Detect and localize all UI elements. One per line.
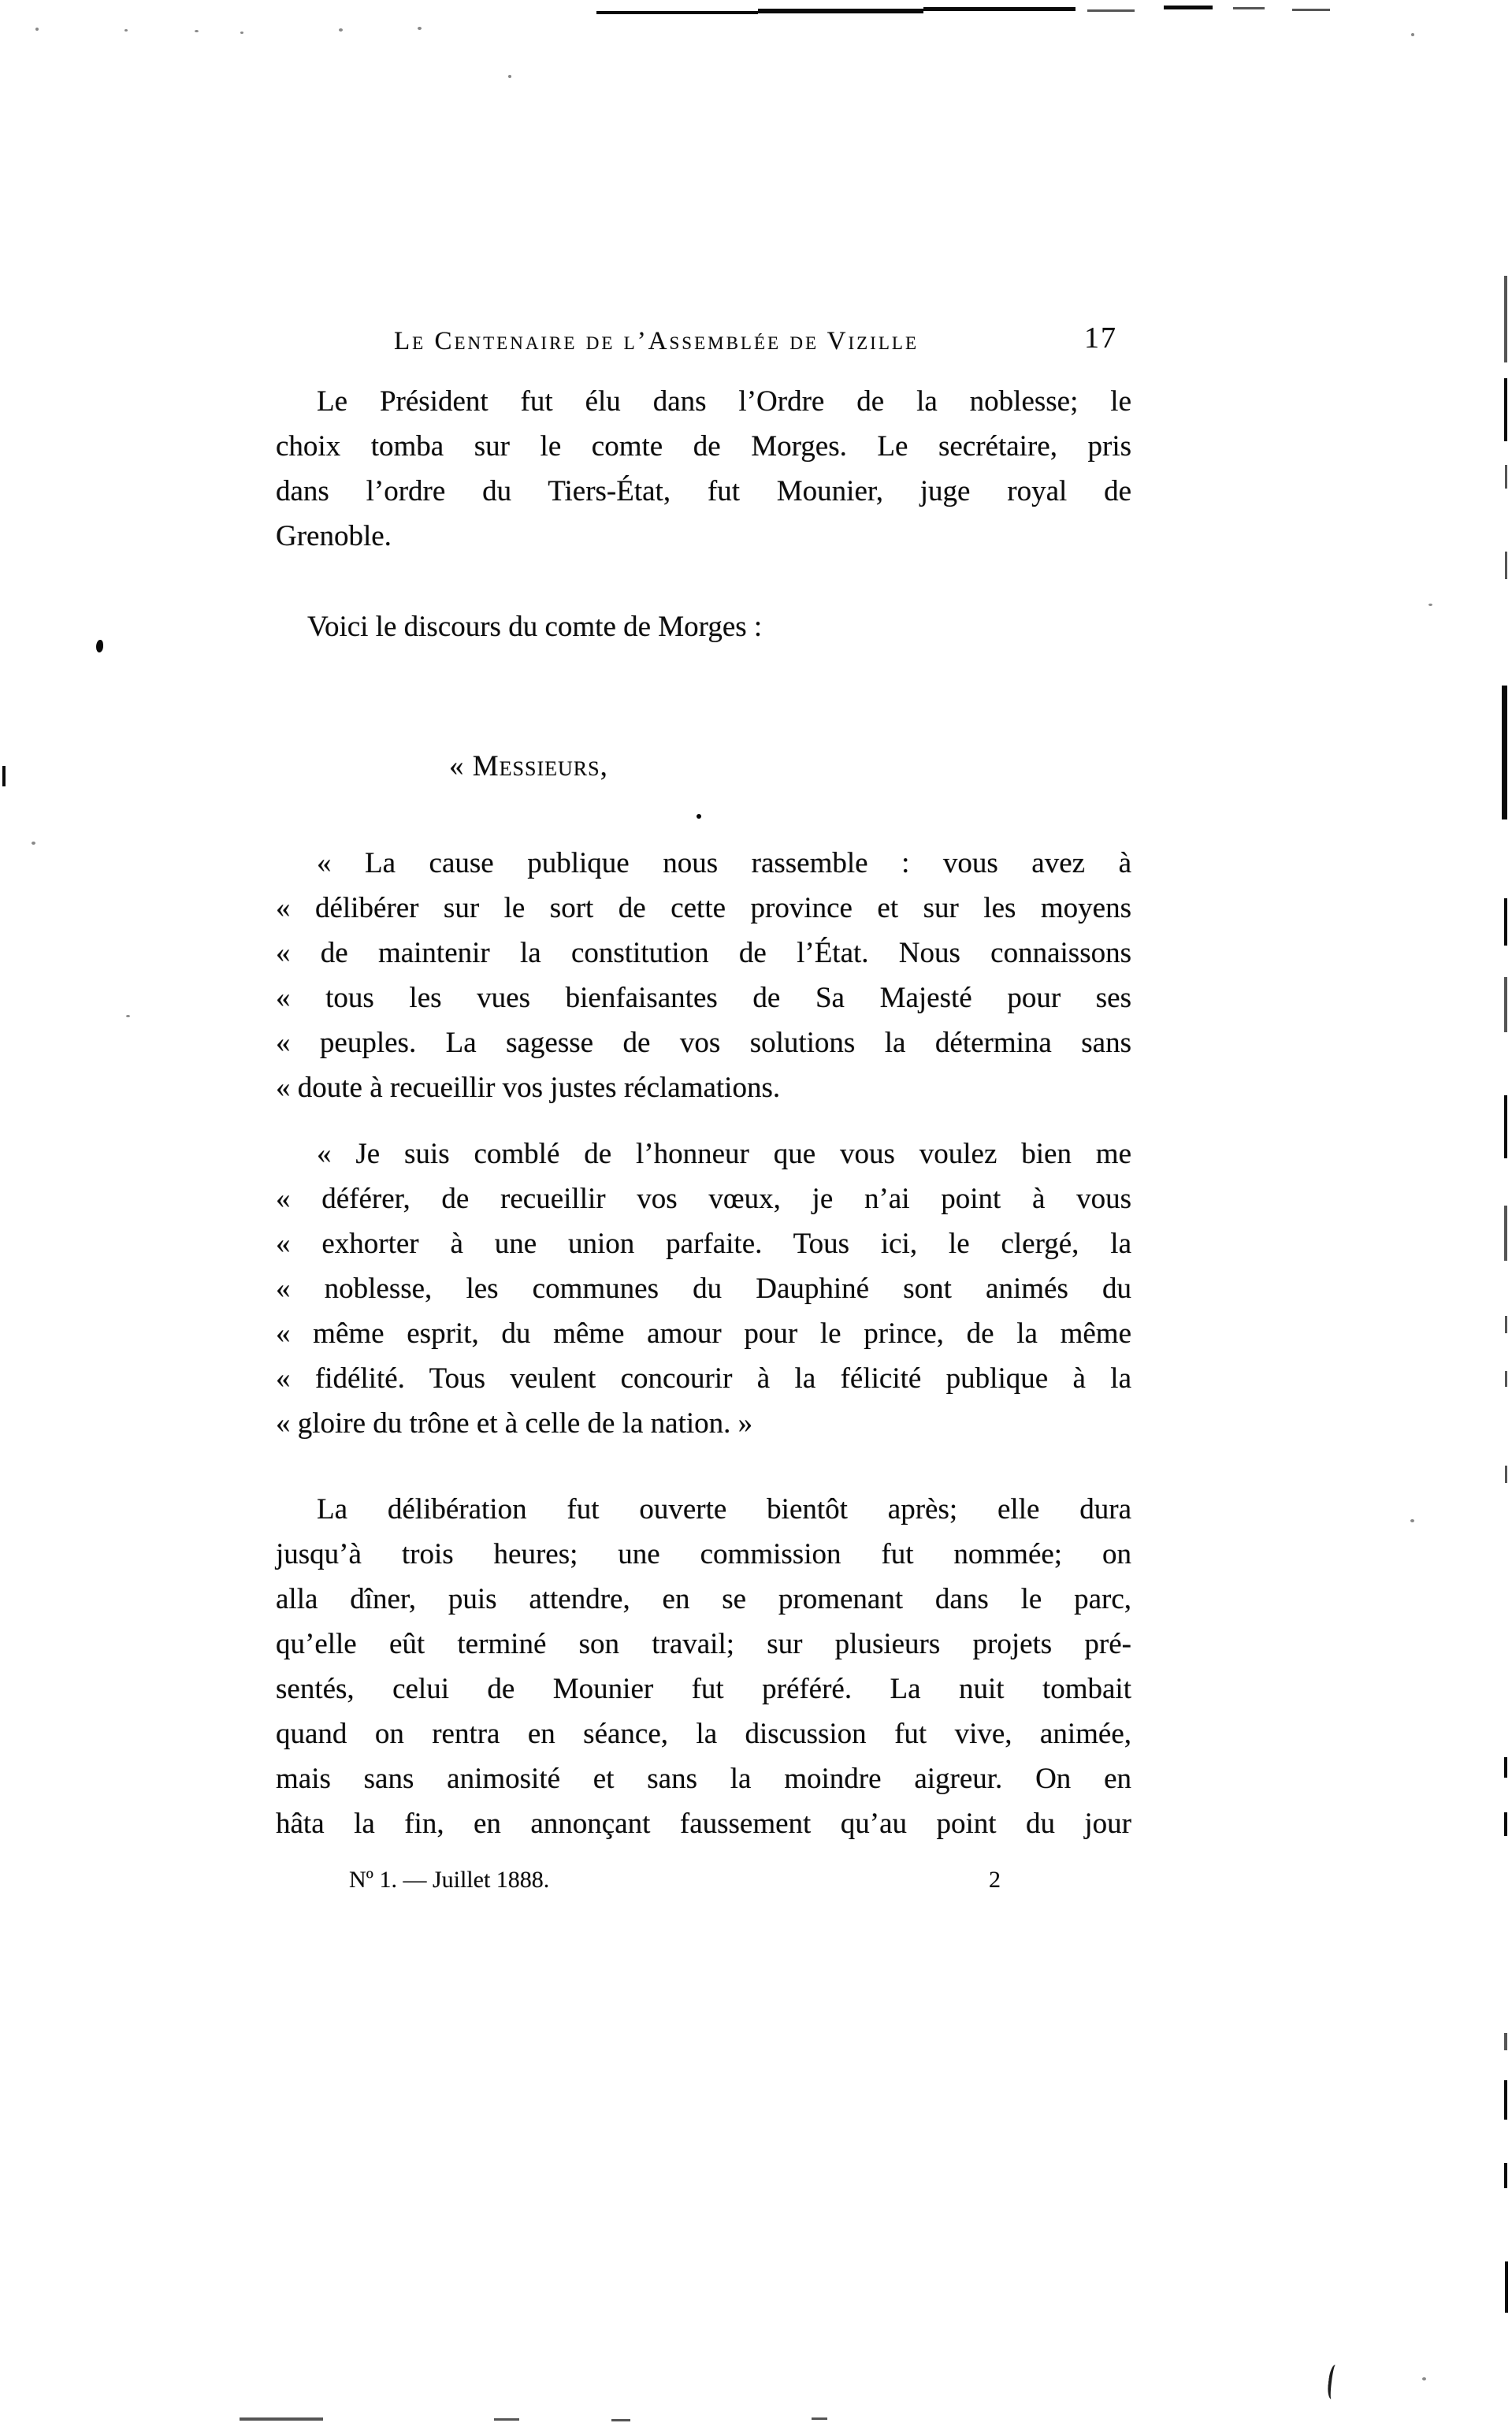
scan-edge-line	[596, 11, 758, 14]
scan-edge-line	[1504, 1095, 1507, 1158]
scan-edge-line	[1502, 686, 1507, 819]
page-footer	[276, 1866, 1131, 1897]
text-line: « noblesse, les communes du Dauphiné sont animés du	[276, 1273, 1131, 1305]
text-line: jusqu’à trois heures; une commission fut nommée; on	[276, 1538, 1131, 1570]
signature-mark: 2	[989, 1867, 1001, 1893]
scan-edge-line	[1504, 378, 1507, 441]
scan-speck	[195, 30, 199, 32]
text-line: qu’elle eût terminé son travail; sur plusieurs projets pré-	[276, 1628, 1131, 1660]
scan-edge-line	[240, 2417, 323, 2421]
salutation-block	[276, 744, 1131, 789]
paragraph-president	[276, 379, 1131, 559]
page-header	[276, 321, 1131, 362]
intro-line: Voici le discours du comte de Morges :	[307, 611, 763, 643]
running-title: Le Centenaire de l’Assemblée de Vizille	[393, 327, 919, 355]
scan-speck	[508, 75, 511, 78]
text-line: « gloire du trône et à celle de la nation. »	[276, 1407, 753, 1440]
scan-edge-line	[1504, 2080, 1507, 2120]
scan-edge-line	[1505, 1466, 1507, 1483]
scan-edge-line	[1504, 2163, 1507, 2188]
scan-edge-line	[758, 9, 923, 13]
speech-quote-1	[276, 841, 1131, 1110]
salutation-line: « Messieurs,	[449, 750, 608, 782]
intro-line-block	[276, 604, 1131, 649]
scan-speck	[124, 29, 128, 32]
scan-speck	[339, 28, 343, 32]
text-line: alla dîner, puis attendre, en se promenant dans le parc,	[276, 1583, 1131, 1615]
scan-speck	[2, 766, 6, 786]
scan-edge-line	[611, 2419, 630, 2421]
scan-edge-line	[1504, 276, 1507, 362]
page-number: 17	[1084, 321, 1117, 355]
scan-speck	[35, 28, 39, 31]
text-line: Le Président fut élu dans l’Ordre de la noblesse; le	[317, 385, 1131, 418]
scan-edge-line	[812, 2417, 827, 2420]
scan-edge-line	[1504, 1757, 1507, 1778]
speech-quote-2	[276, 1132, 1131, 1446]
scan-edge-line	[1505, 1371, 1507, 1387]
scan-edge-line	[1505, 1316, 1507, 1333]
text-line: « La cause publique nous rassemble : vous avez à	[317, 847, 1131, 879]
text-line: « doute à recueillir vos justes réclamations.	[276, 1072, 781, 1104]
scan-edge-line	[1504, 2033, 1507, 2050]
text-line: mais sans animosité et sans la moindre aigreur. On en	[276, 1763, 1131, 1795]
scan-edge-line	[1504, 977, 1507, 1032]
scan-speck	[240, 32, 243, 34]
text-line: hâta la fin, en annonçant faussement qu’au point du jour	[276, 1808, 1131, 1840]
scan-speck	[1411, 33, 1414, 36]
text-line: « peuples. La sagesse de vos solutions la détermina sans	[276, 1027, 1131, 1059]
scan-speck	[96, 640, 103, 652]
text-line: « déférer, de recueillir vos vœux, je n’ai point à vous	[276, 1183, 1131, 1215]
text-line: « exhorter à une union parfaite. Tous ici, le clergé, la	[276, 1228, 1131, 1260]
scan-edge-line	[1087, 9, 1135, 12]
text-line: « fidélité. Tous veulent concourir à la félicité publique à la	[276, 1362, 1131, 1395]
scan-edge-line	[1505, 465, 1507, 489]
text-line: Grenoble.	[276, 520, 392, 552]
text-line: « Je suis comblé de l’honneur que vous voulez bien me	[317, 1138, 1131, 1170]
text-line: quand on rentra en séance, la discussion fut vive, animée,	[276, 1718, 1131, 1750]
text-line: La délibération fut ouverte bientôt après; elle dura	[317, 1493, 1131, 1526]
text-line: sentés, celui de Mounier fut préféré. La nuit tombait	[276, 1673, 1131, 1705]
scan-speck	[126, 1015, 130, 1017]
scan-speck	[418, 27, 422, 30]
scan-speck	[1410, 1519, 1414, 1522]
issue-label: Nº 1. — Juillet 1888.	[349, 1867, 550, 1893]
scan-edge-line	[1504, 898, 1507, 946]
text-line: dans l’ordre du Tiers-État, fut Mounier, juge royal de	[276, 475, 1131, 507]
text-line: « tous les vues bienfaisantes de Sa Majesté pour ses	[276, 982, 1131, 1014]
scan-speck	[1422, 2377, 1426, 2380]
scan-edge-line	[1233, 7, 1265, 9]
scan-edge-line	[494, 2418, 519, 2421]
text-line: « délibérer sur le sort de cette province et sur les moyens	[276, 892, 1131, 924]
paragraph-deliberation	[276, 1487, 1131, 1846]
scan-edge-line	[1504, 1206, 1507, 1261]
text-line: « de maintenir la constitution de l’État. Nous connaissons	[276, 937, 1131, 969]
scan-squiggle	[1326, 2364, 1341, 2399]
scan-edge-line	[1164, 6, 1213, 9]
scan-edge-line	[923, 7, 1075, 11]
scan-edge-line	[1292, 9, 1330, 11]
scan-edge-line	[1505, 552, 1507, 579]
scan-speck	[697, 814, 701, 819]
scan-edge-line	[1505, 2261, 1508, 2313]
text-line: « même esprit, du même amour pour le prince, de la même	[276, 1317, 1131, 1350]
scan-speck	[32, 842, 35, 845]
scan-edge-line	[1504, 1812, 1507, 1836]
text-line: choix tomba sur le comte de Morges. Le secrétaire, pris	[276, 430, 1131, 463]
scan-speck	[1428, 604, 1432, 606]
